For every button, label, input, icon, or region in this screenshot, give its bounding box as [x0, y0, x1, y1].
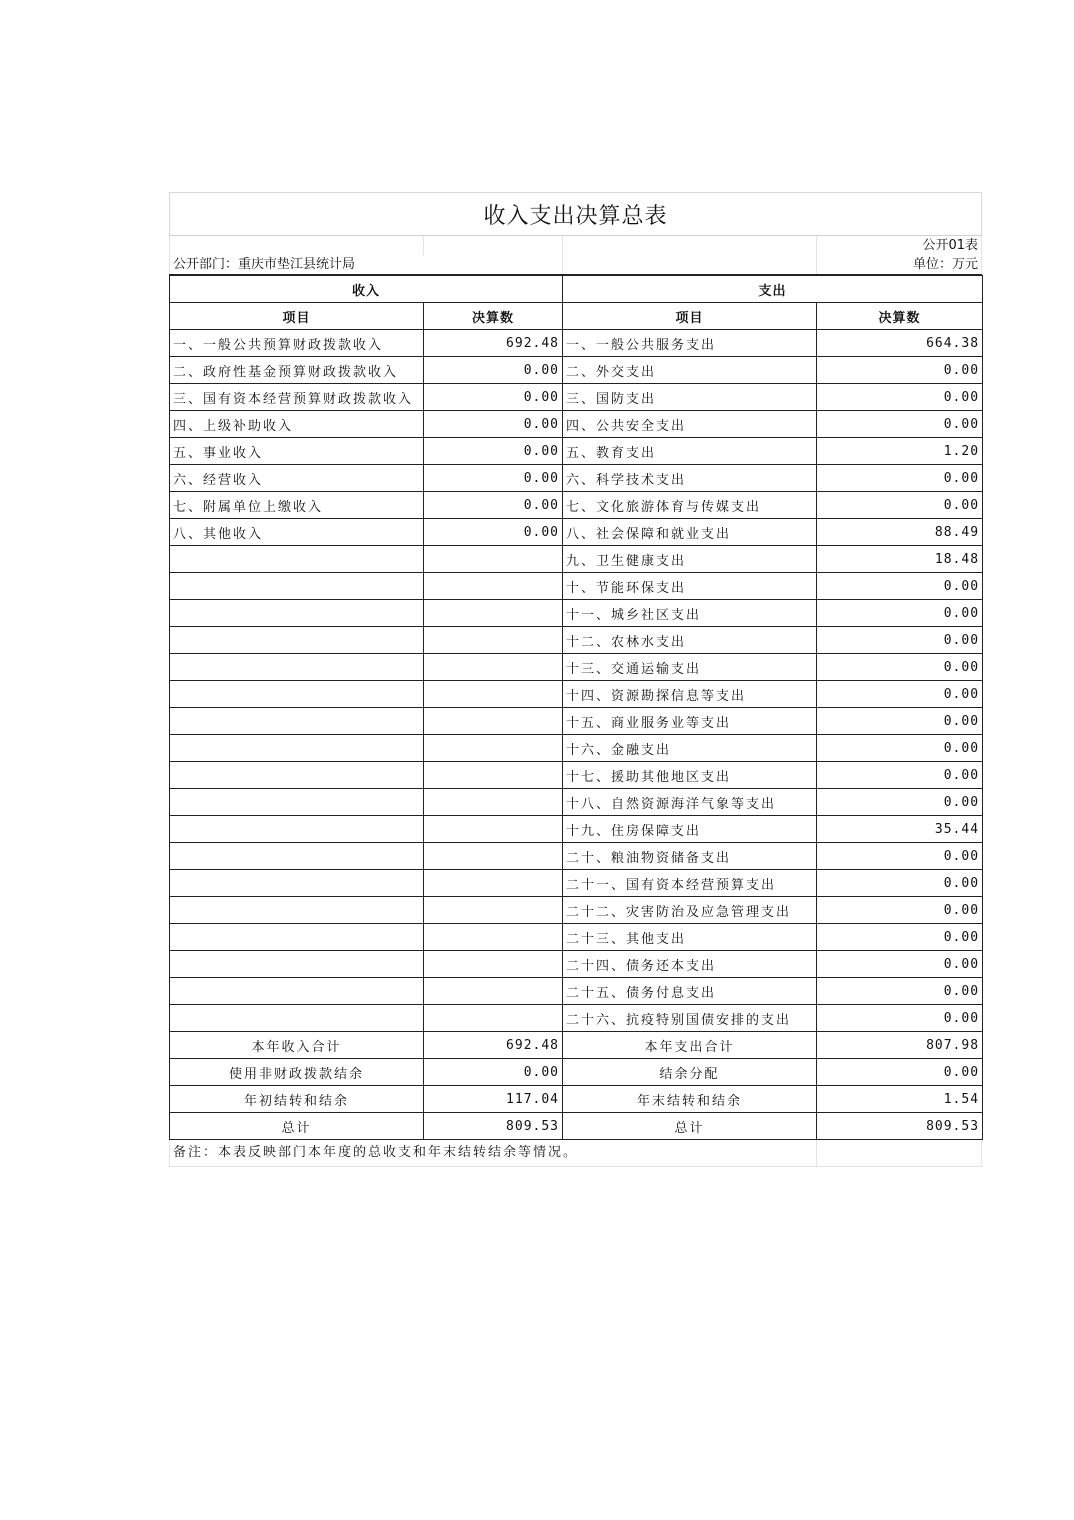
table-row	[170, 600, 983, 627]
table-row	[170, 762, 983, 789]
table-summary	[170, 1032, 983, 1140]
table-row	[170, 465, 983, 492]
expense-item-cell: 十九、住房保障支出	[563, 816, 817, 843]
income-item-cell	[170, 708, 424, 735]
income-amount-cell: 0.00	[424, 411, 563, 438]
expense-item-cell: 十三、交通运输支出	[563, 654, 817, 681]
income-amount-cell: 809.53	[424, 1113, 563, 1140]
group-header-row	[170, 276, 983, 303]
income-amount-cell	[424, 573, 563, 600]
expense-amount-cell: 1.20	[817, 438, 983, 465]
income-amount-cell	[424, 816, 563, 843]
table-row	[170, 1059, 983, 1086]
expense-item-cell: 十八、自然资源海洋气象等支出	[563, 789, 817, 816]
expense-amount-cell: 0.00	[817, 681, 983, 708]
expense-amount-cell: 0.00	[817, 735, 983, 762]
income-amount-cell	[424, 978, 563, 1005]
expense-amount-cell: 0.00	[817, 1059, 983, 1086]
expense-amount-cell: 0.00	[817, 492, 983, 519]
expense-amount-cell: 0.00	[817, 654, 983, 681]
income-amount-cell	[424, 762, 563, 789]
expense-item-cell: 二十三、其他支出	[563, 924, 817, 951]
expense-amount-cell: 0.00	[817, 978, 983, 1005]
income-amount-cell	[424, 681, 563, 708]
expense-item-cell: 十、节能环保支出	[563, 573, 817, 600]
budget-table	[169, 275, 983, 1140]
expense-amount-cell: 807.98	[817, 1032, 983, 1059]
expense-item-cell: 二十五、债务付息支出	[563, 978, 817, 1005]
expense-amount-cell: 0.00	[817, 870, 983, 897]
expense-amount-cell: 0.00	[817, 843, 983, 870]
income-item-cell	[170, 573, 424, 600]
income-item-cell	[170, 546, 424, 573]
income-amount-cell	[424, 897, 563, 924]
income-item-cell: 四、上级补助收入	[170, 411, 424, 438]
income-amount-cell	[424, 546, 563, 573]
income-item-cell: 二、政府性基金预算财政拨款收入	[170, 357, 424, 384]
table-row	[170, 546, 983, 573]
income-amount-cell	[424, 708, 563, 735]
income-item-header: 项目	[170, 303, 424, 330]
table-row	[170, 708, 983, 735]
income-item-cell	[170, 951, 424, 978]
table-row	[170, 492, 983, 519]
income-amount-cell	[424, 951, 563, 978]
footnote: 备注：本表反映部门本年度的总收支和年末结转结余等情况。	[169, 1140, 816, 1167]
expense-item-cell: 九、卫生健康支出	[563, 546, 817, 573]
income-amount-cell: 0.00	[424, 384, 563, 411]
income-item-cell: 六、经营收入	[170, 465, 424, 492]
table-row	[170, 1005, 983, 1032]
expense-item-cell: 二、外交支出	[563, 357, 817, 384]
expense-amount-cell: 664.38	[817, 330, 983, 357]
income-item-cell: 使用非财政拨款结余	[170, 1059, 424, 1086]
meta-row-bottom	[169, 255, 982, 275]
income-amount-cell	[424, 1005, 563, 1032]
footnote-row	[169, 1140, 982, 1166]
table-row	[170, 519, 983, 546]
income-amount-cell: 692.48	[424, 330, 563, 357]
expense-item-cell: 三、国防支出	[563, 384, 817, 411]
table-body	[170, 330, 983, 1032]
expense-item-cell: 八、社会保障和就业支出	[563, 519, 817, 546]
table-row	[170, 1113, 983, 1140]
income-amount-cell: 117.04	[424, 1086, 563, 1113]
expense-item-cell: 十六、金融支出	[563, 735, 817, 762]
income-amount-cell: 0.00	[424, 519, 563, 546]
department-label: 公开部门：重庆市垫江县统计局	[169, 255, 562, 274]
expense-amount-cell: 88.49	[817, 519, 983, 546]
expense-amount-cell: 0.00	[817, 762, 983, 789]
income-item-cell	[170, 789, 424, 816]
expense-amount-header: 决算数	[817, 303, 983, 330]
expense-item-cell: 二十六、抗疫特别国债安排的支出	[563, 1005, 817, 1032]
expense-amount-cell: 809.53	[817, 1113, 983, 1140]
income-item-cell: 总计	[170, 1113, 424, 1140]
income-item-cell: 八、其他收入	[170, 519, 424, 546]
income-item-cell: 五、事业收入	[170, 438, 424, 465]
table-row	[170, 978, 983, 1005]
expense-amount-cell: 0.00	[817, 465, 983, 492]
expense-item-cell: 十四、资源勘探信息等支出	[563, 681, 817, 708]
income-amount-cell: 0.00	[424, 492, 563, 519]
expense-item-cell: 四、公共安全支出	[563, 411, 817, 438]
income-item-cell	[170, 924, 424, 951]
expense-amount-cell: 0.00	[817, 573, 983, 600]
table-row	[170, 438, 983, 465]
income-amount-cell	[424, 600, 563, 627]
table-row	[170, 1032, 983, 1059]
report-sheet	[169, 192, 982, 1166]
expense-amount-cell: 0.00	[817, 384, 983, 411]
expense-amount-cell: 0.00	[817, 357, 983, 384]
expense-item-cell: 二十一、国有资本经营预算支出	[563, 870, 817, 897]
meta-row-top	[169, 236, 982, 255]
table-row	[170, 951, 983, 978]
table-row	[170, 843, 983, 870]
table-row	[170, 573, 983, 600]
income-header: 收入	[170, 276, 563, 303]
expense-item-cell: 二十、粮油物资储备支出	[563, 843, 817, 870]
table-row	[170, 681, 983, 708]
expense-item-cell: 二十二、灾害防治及应急管理支出	[563, 897, 817, 924]
income-item-cell	[170, 897, 424, 924]
income-amount-cell: 0.00	[424, 438, 563, 465]
table-row	[170, 924, 983, 951]
income-item-cell	[170, 762, 424, 789]
table-row	[170, 411, 983, 438]
income-amount-cell: 0.00	[424, 357, 563, 384]
table-row	[170, 627, 983, 654]
expense-amount-cell: 35.44	[817, 816, 983, 843]
table-row	[170, 897, 983, 924]
income-amount-cell	[424, 870, 563, 897]
unit-label: 单位：万元	[816, 255, 982, 274]
table-row	[170, 330, 983, 357]
expense-amount-cell: 0.00	[817, 789, 983, 816]
income-item-cell	[170, 870, 424, 897]
expense-amount-cell: 0.00	[817, 924, 983, 951]
table-row	[170, 384, 983, 411]
income-item-cell	[170, 1005, 424, 1032]
income-item-cell: 一、一般公共预算财政拨款收入	[170, 330, 424, 357]
income-amount-cell	[424, 789, 563, 816]
expense-amount-cell: 0.00	[817, 600, 983, 627]
expense-item-cell: 十一、城乡社区支出	[563, 600, 817, 627]
table-row	[170, 654, 983, 681]
expense-amount-cell: 0.00	[817, 411, 983, 438]
income-item-cell: 年初结转和结余	[170, 1086, 424, 1113]
income-item-cell	[170, 735, 424, 762]
expense-item-header: 项目	[563, 303, 817, 330]
expense-item-cell: 十七、援助其他地区支出	[563, 762, 817, 789]
expense-item-cell: 一、一般公共服务支出	[563, 330, 817, 357]
expense-amount-cell: 0.00	[817, 951, 983, 978]
income-amount-cell	[424, 627, 563, 654]
table-row	[170, 1086, 983, 1113]
income-amount-cell	[424, 735, 563, 762]
income-item-cell	[170, 627, 424, 654]
income-item-cell	[170, 654, 424, 681]
expense-amount-cell: 1.54	[817, 1086, 983, 1113]
expense-amount-cell: 0.00	[817, 1005, 983, 1032]
expense-item-cell: 结余分配	[563, 1059, 817, 1086]
income-item-cell: 本年收入合计	[170, 1032, 424, 1059]
expense-item-cell: 七、文化旅游体育与传媒支出	[563, 492, 817, 519]
expense-item-cell: 六、科学技术支出	[563, 465, 817, 492]
income-item-cell	[170, 978, 424, 1005]
income-amount-cell: 692.48	[424, 1032, 563, 1059]
expense-item-cell: 十二、农林水支出	[563, 627, 817, 654]
expense-header: 支出	[563, 276, 983, 303]
expense-item-cell: 五、教育支出	[563, 438, 817, 465]
income-item-cell	[170, 843, 424, 870]
expense-amount-cell: 0.00	[817, 627, 983, 654]
expense-item-cell: 年末结转和结余	[563, 1086, 817, 1113]
income-item-cell	[170, 681, 424, 708]
page-title: 收入支出决算总表	[169, 192, 982, 236]
income-amount-cell	[424, 924, 563, 951]
income-item-cell	[170, 600, 424, 627]
income-amount-cell: 0.00	[424, 1059, 563, 1086]
column-header-row	[170, 303, 983, 330]
expense-item-cell: 十五、商业服务业等支出	[563, 708, 817, 735]
expense-amount-cell: 0.00	[817, 708, 983, 735]
income-amount-cell	[424, 654, 563, 681]
table-row	[170, 789, 983, 816]
income-amount-cell: 0.00	[424, 465, 563, 492]
expense-item-cell: 二十四、债务还本支出	[563, 951, 817, 978]
table-row	[170, 735, 983, 762]
income-amount-cell	[424, 843, 563, 870]
expense-amount-cell: 18.48	[817, 546, 983, 573]
table-row	[170, 357, 983, 384]
expense-item-cell: 本年支出合计	[563, 1032, 817, 1059]
income-item-cell	[170, 816, 424, 843]
income-item-cell: 三、国有资本经营预算财政拨款收入	[170, 384, 424, 411]
expense-amount-cell: 0.00	[817, 897, 983, 924]
expense-item-cell: 总计	[563, 1113, 817, 1140]
income-item-cell: 七、附属单位上缴收入	[170, 492, 424, 519]
table-row	[170, 870, 983, 897]
income-amount-header: 决算数	[424, 303, 563, 330]
table-row	[170, 816, 983, 843]
form-number: 公开01表	[816, 236, 982, 255]
